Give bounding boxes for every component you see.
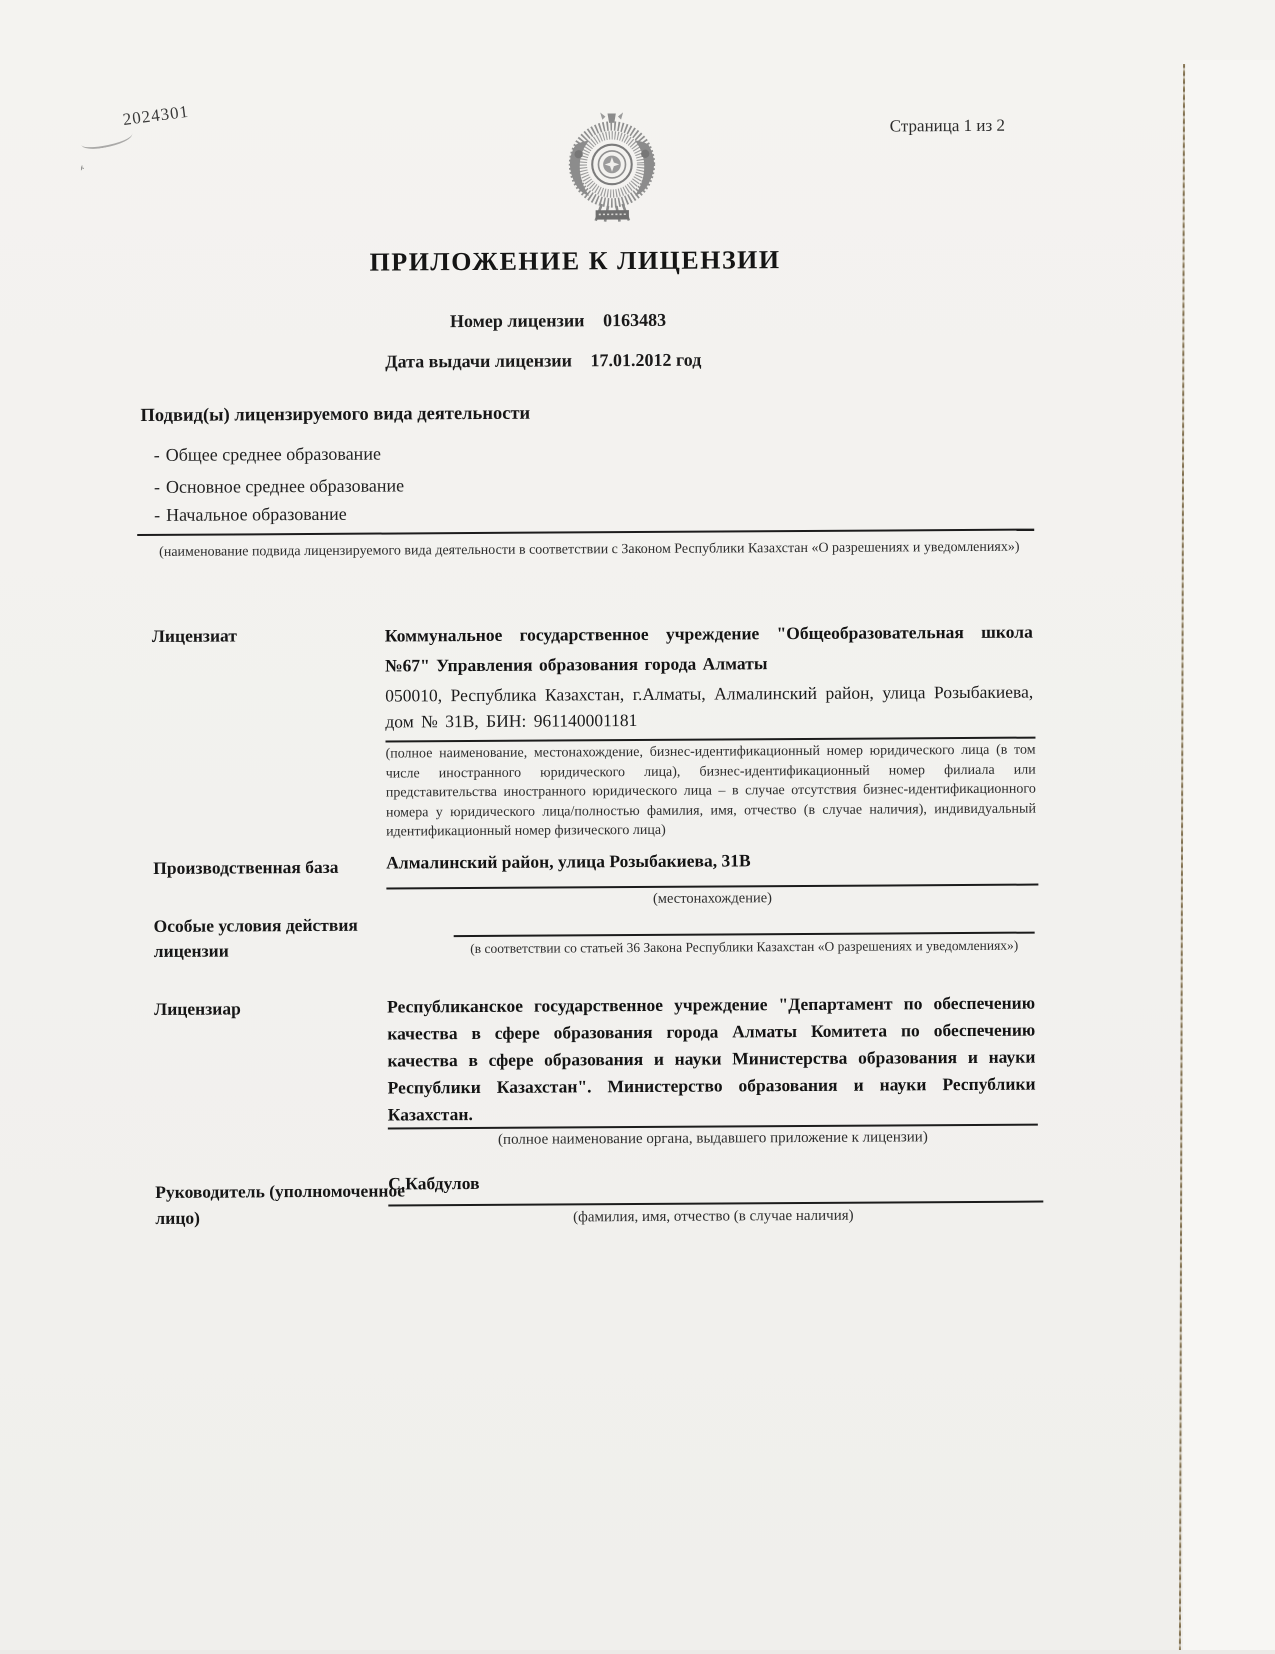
subtypes-heading: Подвид(ы) лицензируемого вида деятельности [140,403,531,427]
subtype-item [154,475,404,498]
subtype-item [154,444,381,466]
production-base-value: Алмалинский район, улица Розыбакиева, 31В [386,850,751,873]
head-value: С.Кабдулов [388,1172,480,1194]
licensee-caption: (полное наименование, местонахождение, бизнес-идентификационный номер юридического лица (в том числе иностранного юридического лица), бизнес-идентификационный номер филиала или представительства иностранного юридического лица – в случае отсутствия бизнес-идентификационного номера у юридического лица/полностью фамилия, имя, отчество (в случае наличия), индивидуальный идентификационный номер физического лица) [385,742,1036,840]
subtype-item-label: Общее среднее образование [165,443,381,465]
issue-date-value: 17.01.2012 год [590,349,702,371]
licensor-label: Лицензиар [154,998,241,1019]
subtypes-caption: (наименование подвида лицензируемого вида деятельности в соответствии с Законом Республики Казахстан «О разрешениях и уведомлениях») [159,539,1020,560]
subtype-item [154,504,347,526]
licensee-name: Коммунальное государственное учреждение "Общеобразовательная школа №67" Управления образования города Алматы [384,621,1033,676]
form-serial-number: 2024301 [121,101,191,130]
scan-speck-dot: ˫ [79,161,86,174]
fill-in-line [388,1201,1043,1207]
subtype-item-label: Основное среднее образование [165,475,405,497]
licensor-caption: (полное наименование органа, выдавшего приложение к лицензии) [497,1129,928,1148]
head-caption: (фамилия, имя, отчество (в случае наличия) [573,1207,854,1226]
scan-speck-arc [80,127,134,151]
production-base-caption: (местонахождение) [652,890,773,907]
license-number-row [450,310,666,332]
license-number-label: Номер лицензии [449,310,585,332]
issue-date-label: Дата выдачи лицензии [385,350,573,372]
list-dash: - [153,444,160,465]
list-dash: - [154,504,161,525]
licensee-address: 050010, Республика Казахстан, г.Алматы, Алмалинский район, улица Розыбакиева, дом № 31В, БИН: 961140001181 [385,681,1034,732]
licensor-value: Республиканское государственное учреждение "Департамент по обеспечению качества в сфере образования города Алматы Комитета по обеспечению качества в сфере образования и науки Министерства образования и науки Республики Казахстан". Министерство образования и науки Республики Казахстан. [387,992,1036,1125]
kazakhstan-coat-of-arms-icon [560,110,665,231]
document-title: ПРИЛОЖЕНИЕ К ЛИЦЕНЗИИ [369,245,781,277]
page-indicator: Страница 1 из 2 [889,115,1006,136]
special-conditions-label: Особые условия действия лицензии [153,914,358,961]
license-number-value: 0163483 [602,309,667,331]
special-conditions-caption: (в соответствии со статьей 36 Закона Республики Казахстан «О разрешениях и уведомлениях») [470,937,1019,957]
fill-in-line [454,932,1035,937]
licensee-label: Лицензиат [151,625,237,646]
subtype-item-label: Начальное образование [166,503,347,525]
list-dash: - [153,476,160,497]
head-label: Руководитель (уполномоченное лицо) [155,1180,406,1228]
production-base-label: Производственная база [153,856,339,878]
divider-line [137,529,1034,536]
issue-date-row [385,350,701,373]
